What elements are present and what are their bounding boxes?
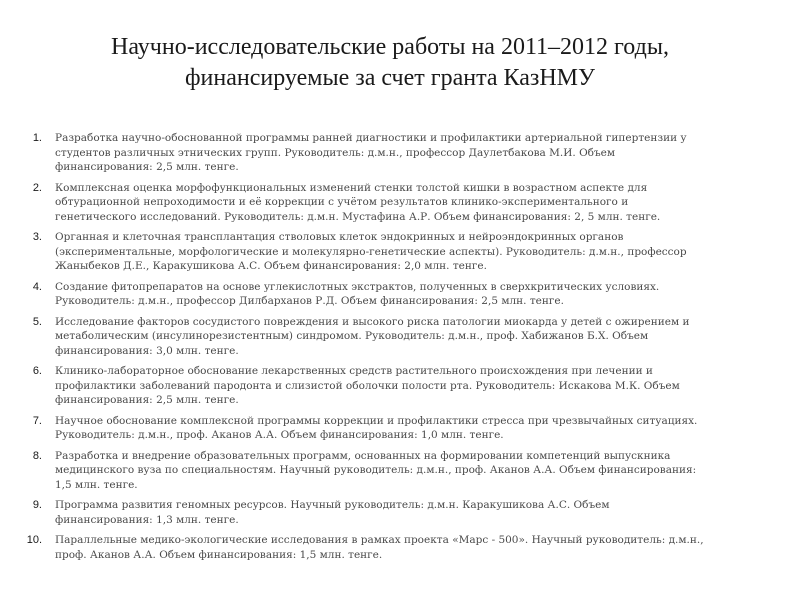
list-item-number: 1. — [32, 132, 42, 144]
list-item — [16, 280, 706, 309]
slide-title-line-2: финансируемые за счет гранта КазНМУ — [185, 65, 595, 91]
list-item-number: 5. — [32, 315, 42, 328]
list-item — [16, 315, 706, 359]
list-item-number: 3. — [32, 231, 42, 243]
list-item-number: 6. — [32, 365, 42, 377]
list-item-text: Органная и клеточная трансплантация стволовых клеток эндокринных и нейроэндокринных органов (экспериментальные, морфологические и молекулярно-генетические аспекты). Руководитель: д.м.н., профессор Жаныбеков Д.Е., Каракушикова А.С. Объем финансирования: 2,0 млн. тенге. — [55, 231, 687, 272]
slide-title — [20, 32, 760, 94]
list-item-number: 2. — [32, 181, 42, 194]
list-item-number: 9. — [32, 499, 42, 511]
list-item — [16, 230, 706, 274]
list-item — [16, 181, 706, 225]
list-item-number: 7. — [32, 414, 42, 427]
list-item-text: Разработка научно-обоснованной программы ранней диагностики и профилактики артериальной гипертензии у студентов различных этнических групп. Руководитель: д.м.н., профессор Даулетбакова М.И. Объем финансирования: 2,5 млн. тенге. — [55, 132, 687, 173]
list-item-text: Комплексная оценка морфофункциональных изменений стенки толстой кишки в возрастном аспекте для обтурационной непроходимости и её коррекции с учётом результатов клинико-экспериментального и генетического исследований. Руководитель: д.м.н. Мустафина А.Р. Объем финансирования: 2, 5 млн. тенге. — [55, 181, 661, 223]
list-item — [16, 364, 706, 408]
list-item-text: Создание фитопрепаратов на основе углекислотных экстрактов, полученных в сверхкритических условиях. Руководитель: д.м.н., профессор Дилбарханов Р.Д. Объем финансирования: 2,5 млн. тенге. — [55, 280, 660, 307]
list-item-number: 4. — [32, 280, 42, 293]
list-item-number: 10. — [26, 534, 42, 546]
list-item — [16, 533, 706, 562]
list-item — [16, 498, 706, 527]
list-item-text: Разработка и внедрение образовательных программ, основанных на формировании компетенций выпускника медицинского вуза по специальностям. Научный руководитель: д.м.н., проф. Аканов А.А. Объем финансирования: 1,5 млн. тенге. — [55, 449, 697, 491]
project-list — [16, 131, 706, 568]
list-item-text: Исследование факторов сосудистого повреждения и высокого риска патологии миокарда у детей с ожирением и метаболическим (инсулинорезистентным) синдромом. Руководитель: д.м.н., проф. Хабижанов Б.Х. Объем финансирования: 3,0 млн. тенге. — [55, 315, 690, 357]
list-item-number: 8. — [32, 449, 42, 462]
slide-title-line-1: Научно-исследовательские работы на 2011–2012 годы, — [111, 34, 669, 60]
list-item-text: Клинико-лабораторное обоснование лекарственных средств растительного происхождения при лечении и профилактики заболеваний пародонта и слизистой оболочки полости рта. Руководитель: Искакова М.К. Объем финансирования: 2,5 млн. тенге. — [55, 365, 680, 406]
list-item-text: Параллельные медико-экологические исследования в рамках проекта «Марс - 500». Научный руководитель: д.м.н., проф. Аканов А.А. Объем финансирования: 1,5 млн. тенге. — [55, 534, 704, 561]
list-item — [16, 414, 706, 443]
list-item-text: Программа развития геномных ресурсов. Научный руководитель: д.м.н. Каракушикова А.С. Объем финансирования: 1,3 млн. тенге. — [55, 499, 610, 526]
list-item — [16, 449, 706, 493]
list-item-text: Научное обоснование комплексной программы коррекции и профилактики стресса при чрезвычайных ситуациях. Руководитель: д.м.н., проф. Аканов А.А. Объем финансирования: 1,0 млн. тенге. — [55, 414, 698, 441]
list-item — [16, 131, 706, 175]
